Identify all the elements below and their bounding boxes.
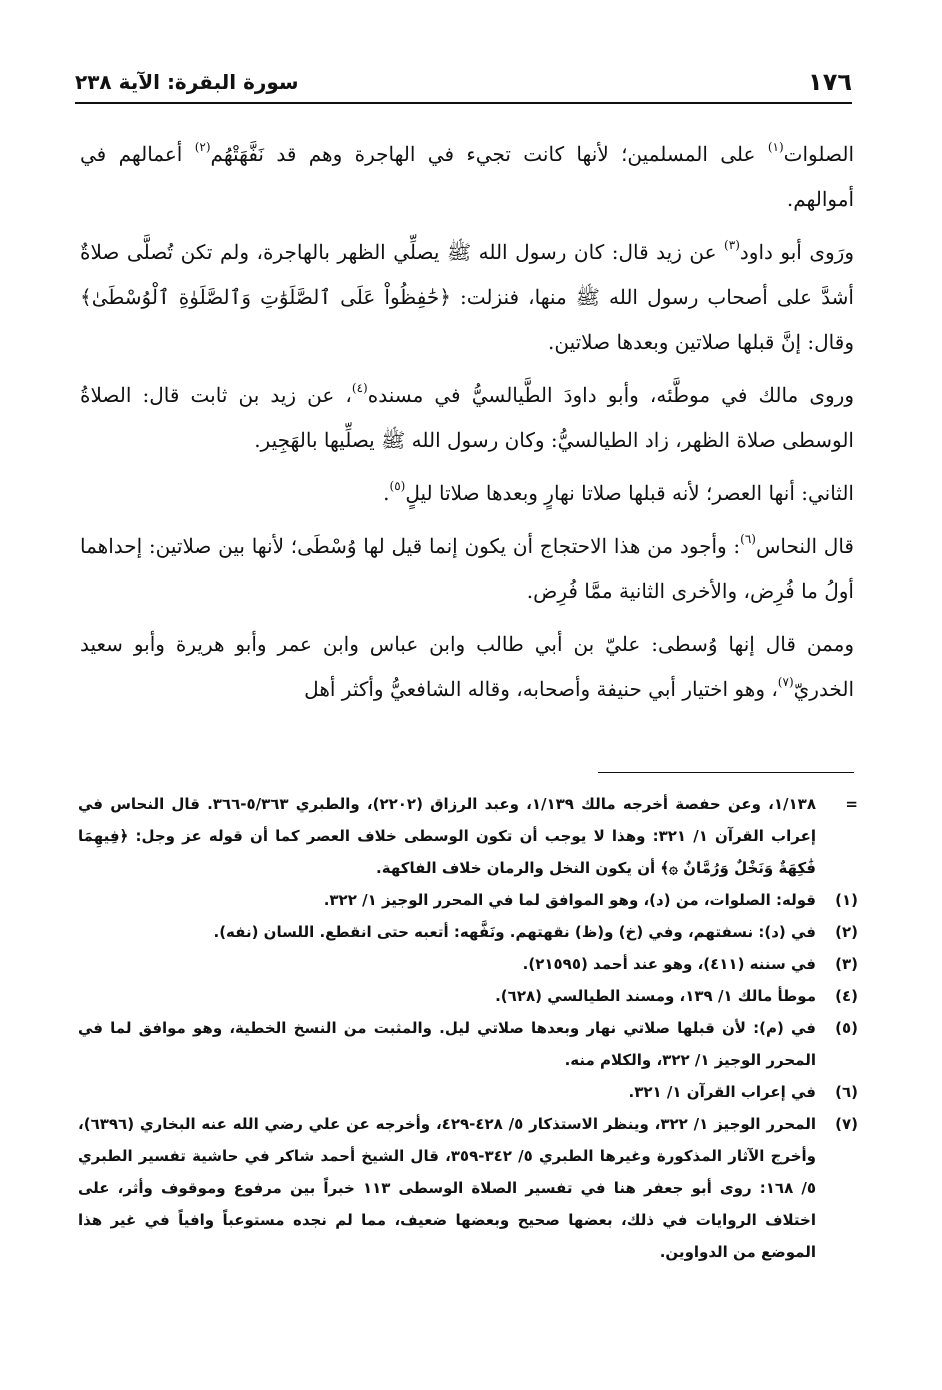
text-run: على المسلمين؛ لأنها كانت تجيء في الهاجرة وهم قد نَفَّهَتْهُم [210, 142, 768, 166]
footnote [78, 916, 858, 948]
paragraph-4 [80, 471, 854, 516]
text-run: أعمالهم في أموالهم. [80, 142, 854, 211]
footnote-text: في (م): لأن قبلها صلاتي نهار وبعدها صلاتي ليل. والمثبت من النسخ الخطية، وهو موافق لما في المحرر الوجيز ١/ ٣٢٢، والكلام منه. [78, 1019, 816, 1069]
footnote-text: في (د): نسفتهم، وفي (خ) و(ظ) نقهتهم. ونَفَّهه: أتعبه حتى انقطع. اللسان (نفه). [213, 923, 816, 941]
footnote-number: (٥) [835, 1019, 858, 1037]
footnote [78, 1076, 858, 1108]
footnote-marker: (٦) [740, 532, 756, 546]
footnote-text: المحرر الوجيز ١/ ٣٢٢، وينظر الاستذكار ٥/ ٤٢٨-٤٢٩، وأخرجه عن علي رضي الله عنه البخاري (٦٣٩٦)، وأخرج الآثار المذكورة وغيرها الطبري ٥/ ٣٤٢-٣٥٩، قال الشيخ أحمد شاكر في حاشية تفسير الطبري ٥/ ١٦٨: روى أبو جعفر هنا في تفسير الصلاة الوسطى ١١٣ خبراً بين مرفوع وموقوف وأثر، على اختلاف الروايات في ذلك، بعضها صحيح وبعضها ضعيف، مما لم نجده مستوعباً وافياً في غير هذا الموضع من الدواوين. [78, 1115, 817, 1261]
footnote-number: (٣) [835, 955, 858, 973]
text-run: ، عن زيد بن ثابت قال: الصلاةُ الوسطى صلاة الظهر، زاد الطيالسيُّ: وكان رسول الله ﷺ يصلِّيها بالهَجِير. [80, 383, 854, 452]
text-run: وممن قال إنها وُسطى: عليّ بن أبي طالب وابن عباس وابن عمر وأبو هريرة وأبو سعيد الخدريّ [80, 632, 854, 701]
main-text [80, 132, 854, 712]
footnote-number: (٢) [835, 923, 858, 941]
footnote [78, 788, 858, 884]
text-run: قال النحاس [755, 534, 854, 558]
footnote-number: (٤) [835, 987, 858, 1005]
running-title: سورة البقرة: الآية ٢٣٨ [75, 70, 299, 94]
footnote [78, 948, 858, 980]
footnote-marker: (١) [767, 140, 784, 154]
footnote-number: = [845, 795, 858, 813]
footnote-text: قوله: الصلوات، من (د)، وهو الموافق لما في المحرر الوجيز ١/ ٣٢٢. [323, 891, 816, 909]
text-run: الصلوات [783, 142, 855, 166]
footnote-marker: (٣) [724, 238, 740, 252]
text-run: : وأجود من هذا الاحتجاج أن يكون إنما قيل لها وُسْطَى؛ لأنها بين صلاتين: إحداهما أولُ ما فُرِض، والأخرى الثانية ممَّا فُرِض. [80, 534, 854, 603]
footnote-marker: (٤) [351, 381, 368, 395]
paragraph-3 [80, 373, 854, 463]
footnote-text: ١/١٣٨، وعن حفصة أخرجه مالك ١/١٣٩، وعبد الرزاق (٢٢٠٢)، والطبري ٥/٣٦٣-٣٦٦. قال النحاس في إعراب القرآن ١/ ٣٢١: وهذا لا يوجب أن تكون الوسطى خلاف العصر كما أن قوله عز وجل: ﴿فِيهِمَا فَٰكِهَةٌ وَنَخْلٌ وَرُمَّانٌ ۞﴾ أن يكون النخل والرمان خلاف الفاكهة. [78, 795, 816, 877]
footnote-number: (٧) [835, 1115, 858, 1133]
page-number: ١٧٦ [808, 68, 852, 96]
footnote-number: (١) [835, 891, 858, 909]
footnote [78, 1108, 858, 1268]
text-run: . [383, 481, 390, 505]
footnote-text: في سننه (٤١١)، وهو عند أحمد (٢١٥٩٥). [522, 955, 816, 973]
footnote [78, 884, 858, 916]
paragraph-1 [80, 132, 854, 222]
footnote-marker: (٧) [777, 675, 794, 689]
footnote-separator [598, 772, 854, 773]
text-run: ، وهو اختيار أبي حنيفة وأصحابه، وقاله الشافعيُّ وأكثر أهل [304, 677, 778, 701]
footnote-text: موطأ مالك ١/ ١٣٩، ومسند الطيالسي (٦٢٨). [495, 987, 816, 1005]
footnote-text: في إعراب القرآن ١/ ٣٢١. [628, 1083, 816, 1101]
text-run: عن زيد قال: كان رسول الله ﷺ يصلِّي الظهر بالهاجرة، ولم تكن تُصلَّى صلاةٌ أشدَّ على أصحاب رسول الله ﷺ منها، فنزلت: ﴿حَٰفِظُواْ عَلَى ٱلصَّلَوَٰتِ وَٱلصَّلَوٰةِ ٱلْوُسْطَىٰ﴾ وقال: إنَّ قبلها صلاتين وبعدها صلاتين. [80, 240, 854, 354]
paragraph-6 [80, 622, 854, 712]
paragraph-5 [80, 524, 854, 614]
footnotes [78, 788, 858, 1268]
footnote [78, 1012, 858, 1076]
footnote-marker: (٢) [194, 140, 211, 154]
paragraph-2 [80, 230, 854, 365]
text-run: وروى مالك في موطَّئه، وأبو داودَ الطَّيالسيُّ في مسنده [367, 383, 854, 407]
footnote-marker: (٥) [389, 479, 406, 493]
footnote-number: (٦) [835, 1083, 858, 1101]
footnote [78, 980, 858, 1012]
text-run: ورَوى أبو داود [739, 240, 854, 264]
text-run: الثاني: أنها العصر؛ لأنه قبلها صلاتا نهارٍ وبعدها صلاتا ليلٍ [405, 481, 854, 505]
page-header [75, 62, 852, 104]
